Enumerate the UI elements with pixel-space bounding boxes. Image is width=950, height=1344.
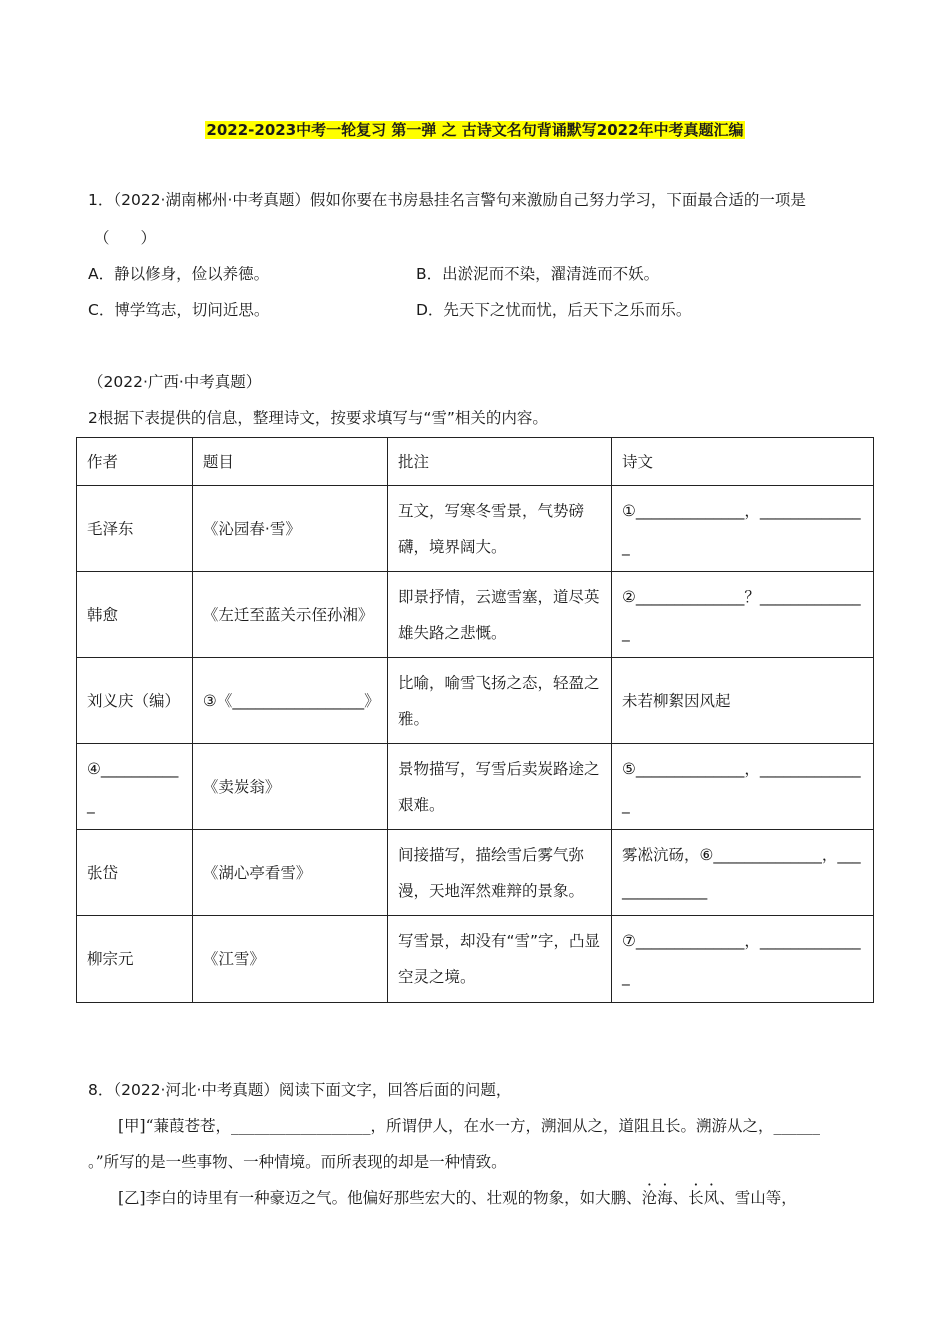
cell-title: 《沁园春·雪》 — [192, 486, 387, 572]
cell-poem: 未若柳絮因风起 — [612, 658, 874, 744]
cell-title: ③《_________________》 — [192, 658, 387, 744]
cell-note: 写雪景，却没有“雪”字，凸显空灵之境。 — [387, 916, 611, 1003]
page-title: 2022-2023中考一轮复习 第一弹 之 古诗文名句背诵默写2022年中考真题汇编 — [206, 121, 744, 139]
option-c: C．博学笃志，切问近思。 — [88, 301, 270, 319]
emphasis-char: 风 — [703, 1189, 720, 1207]
cell-author: 韩愈 — [77, 572, 193, 658]
header-author: 作者 — [77, 438, 193, 486]
table-row — [77, 830, 874, 916]
cell-note: 景物描写，写雪后卖炭路途之艰难。 — [387, 744, 611, 830]
table-header-row — [77, 438, 874, 486]
question-2-stem: 2根据下表提供的信息，整理诗文，按要求填写与“雪”相关的内容。 — [88, 409, 548, 427]
cell-author: 张岱 — [77, 830, 193, 916]
cell-author: ④___________ — [77, 744, 193, 830]
table-row — [77, 916, 874, 1003]
table-row — [77, 572, 874, 658]
option-a: A．静以修身，俭以养德。 — [88, 265, 270, 283]
cell-note: 互文，写寒冬雪景，气势磅礴，境界阔大。 — [387, 486, 611, 572]
cell-poem: ①______________，______________ — [612, 486, 874, 572]
answer-parentheses: （ ） — [94, 229, 157, 247]
cell-title: 《湖心亭看雪》 — [192, 830, 387, 916]
passage-jia-line-2: 。”所写的是一些事物、一种情境。而所表现的却是一种情致。 — [88, 1153, 507, 1171]
cell-title: 《左迁至蓝关示侄孙湘》 — [192, 572, 387, 658]
emphasis-char: 海 — [657, 1189, 673, 1207]
cell-poem: 雾凇沆砀，⑥______________，______________ — [612, 830, 874, 916]
table-row — [77, 744, 874, 830]
passage-yi-text: 、雪山等， — [719, 1189, 797, 1207]
passage-yi — [118, 1186, 797, 1208]
poem-table — [76, 437, 874, 1003]
emphasis-char: 长 — [688, 1189, 704, 1207]
cell-note: 比喻，喻雪飞扬之态，轻盈之雅。 — [387, 658, 611, 744]
question-2-source: （2022·广西·中考真题） — [88, 373, 262, 391]
emphasis-char: 沧 — [641, 1189, 658, 1207]
cell-author: 刘义庆（编） — [77, 658, 193, 744]
passage-jia-line-1: [甲]“蒹葭苍苍，__________________，所谓伊人，在水一方，溯洄从之，道阻且长。溯游从之，______ — [118, 1117, 821, 1135]
header-poem: 诗文 — [612, 438, 874, 486]
table-row — [77, 658, 874, 744]
cell-poem: ⑤______________，______________ — [612, 744, 874, 830]
question-1-stem: 1．（2022·湖南郴州·中考真题）假如你要在书房悬挂名言警句来激励自己努力学习，下面最合适的一项是 — [88, 191, 806, 209]
cell-note: 即景抒情，云遮雪塞，道尽英雄失路之悲慨。 — [387, 572, 611, 658]
table-row — [77, 486, 874, 572]
option-b: B．出淤泥而不染，濯清涟而不妖。 — [416, 265, 660, 283]
cell-poem: ⑦______________，______________ — [612, 916, 874, 1003]
header-title: 题目 — [192, 438, 387, 486]
cell-author: 柳宗元 — [77, 916, 193, 1003]
option-d: D．先天下之忧而忧，后天下之乐而乐。 — [416, 301, 692, 319]
question-8-stem: 8．（2022·河北·中考真题）阅读下面文字，回答后面的问题， — [88, 1081, 512, 1099]
cell-poem: ②______________？______________ — [612, 572, 874, 658]
cell-title: 《卖炭翁》 — [192, 744, 387, 830]
header-note: 批注 — [387, 438, 611, 486]
passage-yi-text: [乙]李白的诗里有一种豪迈之气。他偏好那些宏大的、壮观的物象，如大鹏、 — [118, 1189, 642, 1207]
passage-yi-text: 、 — [672, 1189, 689, 1207]
cell-title: 《江雪》 — [192, 916, 387, 1003]
cell-author: 毛泽东 — [77, 486, 193, 572]
cell-note: 间接描写，描绘雪后雾气弥漫，天地浑然难辩的景象。 — [387, 830, 611, 916]
